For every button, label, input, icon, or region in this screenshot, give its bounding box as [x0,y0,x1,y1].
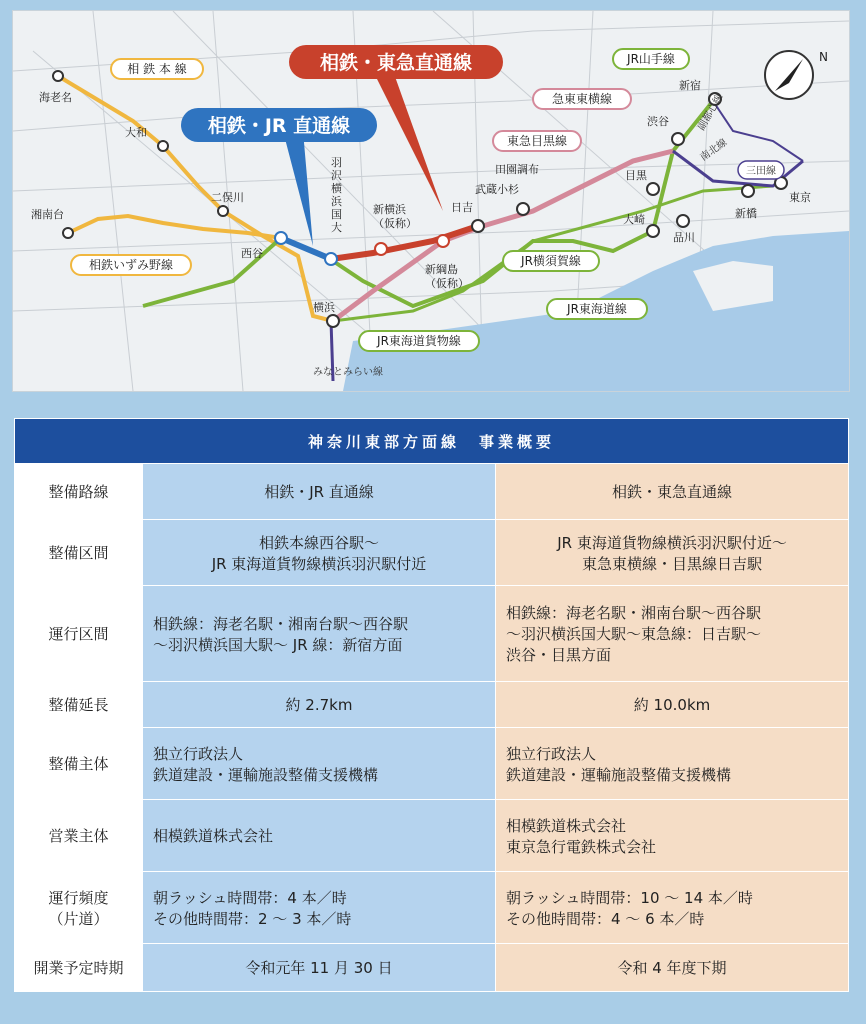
station-marker-shibuya [672,133,684,145]
label-jr-tokaido: JR東海道線 [567,302,627,316]
sotetsu-jr-value: 相模鉄道株式会社 [143,800,496,872]
callout-sotetsu-tokyu-text: 相鉄・東急直通線 [319,52,473,74]
sotetsu-jr-value: 独立行政法人 鉄道建設・運輸施設整備支援機構 [143,728,496,800]
label-tokyu-toyoko: 急東東横線 [551,92,613,106]
sotetsu-tokyu-value: JR 東海道貨物線横浜羽沢駅付近～ 東急東横線・目黒線日吉駅 [496,520,849,586]
station-meguro: 目黒 [625,169,647,182]
label-minatomirai: みなとみらい線 [313,367,383,378]
station-marker-yokohama [327,315,339,327]
table-row [15,586,849,682]
station-marker-hiyoshi [472,220,484,232]
station-marker-ebina [53,71,63,81]
fukutoshin-line [713,101,803,161]
callout-sotetsu-jr-text: 相鉄・JR 直通線 [207,115,351,137]
summary-table [14,418,849,992]
station-marker-futamatagawa [218,206,228,216]
station-shinjuku: 新宿 [679,79,701,92]
station-shonandai: 湘南台 [31,208,64,221]
sotetsu-tokyu-value: 約 10.0km [496,682,849,728]
station-marker-nishiya [275,232,287,244]
sotetsu-tokyu-through-line [331,226,478,259]
label-tokyu-meguro: 東急目黒線 [506,134,568,148]
sotetsu-tokyu-value: 相鉄線：海老名駅・湘南台駅～西谷駅 ～羽沢横浜国大駅～東急線：日吉駅～ 渋谷・目黒方面 [496,586,849,682]
sotetsu-jr-value: 約 2.7km [143,682,496,728]
table-row [15,728,849,800]
row-label: 運行区間 [15,586,143,682]
station-yamato: 大和 [125,126,147,139]
station-osaki: 大崎 [623,213,645,226]
station-ebina: 海老名 [39,91,72,104]
station-marker-shonandai [63,228,73,238]
station-shin-tsunashima: 新綱島（仮称） [425,263,469,290]
table-row [15,800,849,872]
station-marker-yamato [158,141,168,151]
table-row [15,520,849,586]
station-futamatagawa: 二俣川 [211,191,244,204]
row-label: 整備路線 [15,464,143,520]
label-fukutoshin: 副都心線 [696,92,726,133]
compass-label: N [819,50,828,64]
station-hiyoshi: 日吉 [451,201,473,214]
sotetsu-jr-value: 朝ラッシュ時間帯：4 本／時 その他時間帯：2 ～ 3 本／時 [143,872,496,944]
sotetsu-tokyu-value: 独立行政法人 鉄道建設・運輸施設整備支援機構 [496,728,849,800]
table-row [15,682,849,728]
table-title: 神奈川東部方面線 事業概要 [15,419,849,464]
row-label: 開業予定時期 [15,944,143,992]
label-mita: 三田線 [746,166,776,177]
station-tokyo: 東京 [789,191,811,204]
project-summary [14,418,848,992]
sotetsu-tokyu-value: 相鉄・東急直通線 [496,464,849,520]
row-label: 整備主体 [15,728,143,800]
label-namboku: 南北線 [698,137,730,164]
station-denenchofu: 田園調布 [495,163,539,176]
station-marker-shimbashi [742,185,754,197]
station-yokohama: 横浜 [313,301,335,314]
table-row [15,464,849,520]
station-marker-osaki [647,225,659,237]
row-label: 整備区間 [15,520,143,586]
sotetsu-tokyu-value: 令和 4 年度下期 [496,944,849,992]
row-label: 営業主体 [15,800,143,872]
station-marker-shin-tsunashima [437,235,449,247]
station-shimbashi: 新橋 [735,207,757,220]
route-map-svg [13,11,849,391]
sotetsu-jr-value: 相鉄線：海老名駅・湘南台駅～西谷駅 ～羽沢横浜国大駅～ JR 線：新宿方面 [143,586,496,682]
station-marker-shin-yokohama [375,243,387,255]
sotetsu-tokyu-value: 相模鉄道株式会社 東京急行電鉄株式会社 [496,800,849,872]
station-hazawa: 羽沢横浜国大 [331,156,342,234]
label-jr-yokosuka: JR横須賀線 [521,254,581,268]
label-sotetsu-main: 相 鉄 本 線 [127,62,187,76]
table-row [15,872,849,944]
row-label: 整備延長 [15,682,143,728]
station-shin-yokohama: 新横浜（仮称） [373,203,417,230]
station-marker-meguro [647,183,659,195]
station-shibuya: 渋谷 [647,115,669,128]
station-marker-hazawa [325,253,337,265]
station-marker-shinagawa [677,215,689,227]
station-marker-musashikosugi [517,203,529,215]
row-label: 運行頻度 （片道） [15,872,143,944]
sotetsu-tokyu-value: 朝ラッシュ時間帯：10 ～ 14 本／時 その他時間帯：4 ～ 6 本／時 [496,872,849,944]
station-shinagawa: 品川 [673,231,695,244]
label-jr-yamanote: JR山手線 [627,52,675,66]
label-jr-tokaido-freight: JR東海道貨物線 [377,334,461,348]
compass-icon [765,50,828,99]
station-nishiya: 西谷 [241,247,263,260]
sotetsu-jr-value: 相鉄・JR 直通線 [143,464,496,520]
route-map [12,10,850,392]
sotetsu-jr-value: 相鉄本線西谷駅～ JR 東海道貨物線横浜羽沢駅付近 [143,520,496,586]
table-row [15,944,849,992]
sotetsu-jr-value: 令和元年 11 月 30 日 [143,944,496,992]
label-sotetsu-izumino: 相鉄いずみ野線 [88,258,174,272]
station-musashikosugi: 武蔵小杉 [475,183,519,196]
